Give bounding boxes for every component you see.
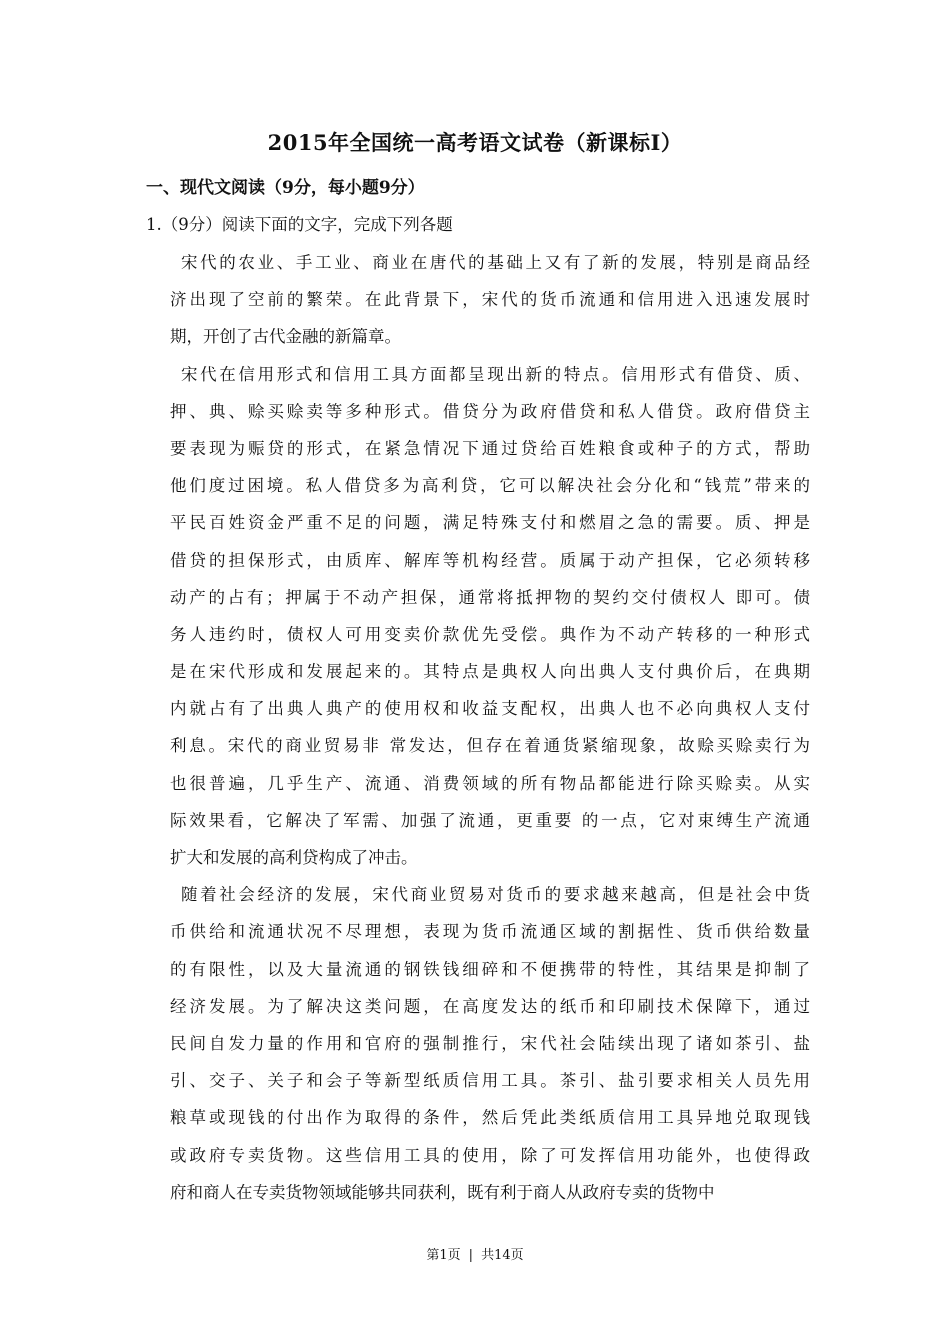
passage-line: 币供给和流通状况不尽理想，表现为货币流通区域的割据性、货币供给数量 bbox=[170, 922, 810, 942]
passage-line: 扩大和发展的高利贷构成了冲击。 bbox=[170, 848, 418, 867]
passage-line: 宋代的农业、手工业、商业在唐代的基础上又有了新的发展，特别是商品经 bbox=[181, 253, 810, 272]
footer-separator: | bbox=[468, 1248, 474, 1263]
passage-line: 经济发展。为了解决这类问题，在高度发达的纸币和印刷技术保障下，通过 bbox=[170, 996, 810, 1016]
passage-line: 引、交子、关子和会子等新型纸质信用工具。茶引、盐引要求相关人员先用 bbox=[170, 1071, 810, 1091]
passage-line: 济出现了空前的繁荣。在此背景下，宋代的货币流通和信用进入迅速发展时 bbox=[170, 290, 810, 310]
passage-line: 内就占有了出典人典产的使用权和收益支配权，出典人也不必向典权人支付 bbox=[170, 699, 810, 719]
passage-line: 要表现为赈贷的形式，在紧急情况下通过贷给百姓粮食或种子的方式，帮助 bbox=[170, 438, 810, 458]
passage-line: 务人违约时，债权人可用变卖价款优先受偿。典作为不动产转移的一种形式 bbox=[170, 624, 810, 644]
passage-line: 府和商人在专卖货物领域能够共同获利，既有利于商人从政府专卖的货物中 bbox=[170, 1182, 715, 1202]
passage-line: 借贷的担保形式，由质库、解库等机构经营。质属于动产担保，它必须转移 bbox=[170, 550, 810, 570]
passage-line: 也很普遍，几乎生产、流通、消费领域的所有物品都能进行除买赊卖。从实 bbox=[170, 773, 810, 793]
passage-line: 粮草或现钱的付出作为取得的条件，然后凭此类纸质信用工具异地兑取现钱 bbox=[170, 1108, 810, 1128]
passage-line: 随着社会经济的发展，宋代商业贸易对货币的要求越来越高，但是社会中货 bbox=[181, 885, 810, 905]
reading-passage bbox=[170, 244, 810, 1211]
passage-line: 期，开创了古代金融的新篇章。 bbox=[170, 327, 401, 347]
passage-line: 或政府专卖货物。这些信用工具的使用，除了可发挥信用功能外，也使得政 bbox=[170, 1145, 810, 1165]
page-title: 2015年全国统一高考语文试卷（新课标Ⅰ） bbox=[267, 130, 683, 155]
passage-line: 宋代在信用形式和信用工具方面都呈现出新的特点。信用形式有借贷、质、 bbox=[181, 364, 810, 384]
passage-line: 是在宋代形成和发展起来的。其特点是典权人向出典人支付典价后，在典期 bbox=[170, 662, 810, 682]
passage-line: 押、典、赊买赊卖等多种形式。借贷分为政府借贷和私人借贷。政府借贷主 bbox=[170, 401, 810, 421]
passage-line: 他们度过困境。私人借贷多为高利贷，它可以解决社会分化和“钱荒”带来的 bbox=[170, 476, 810, 496]
page-number: 第1页 bbox=[426, 1248, 461, 1263]
page-footer bbox=[0, 1244, 950, 1263]
passage-line: 际效果看，它解决了军需、加强了流通，更重要 的一点，它对束缚生产流通 bbox=[170, 810, 810, 830]
passage-line: 的有限性，以及大量流通的钢铁钱细碎和不便携带的特性，其结果是抑制了 bbox=[170, 959, 810, 979]
passage-line: 平民百姓资金严重不足的问题，满足特殊支付和燃眉之急的需要。质、押是 bbox=[170, 513, 810, 533]
passage-line: 动产的占有；押属于不动产担保，通常将抵押物的契约交付债权人 即可。债 bbox=[170, 587, 810, 607]
passage-line: 民间自发力量的作用和官府的强制推行，宋代社会陆续出现了诸如茶引、盐 bbox=[170, 1033, 810, 1053]
question-prompt: 1.（9分）阅读下面的文字，完成下列各题 bbox=[146, 215, 453, 234]
section-heading: 一、现代文阅读（9分，每小题9分） bbox=[146, 178, 425, 198]
page-total: 共14页 bbox=[481, 1248, 524, 1263]
passage-line: 利息。宋代的商业贸易非 常发达，但存在着通货紧缩现象，故赊买赊卖行为 bbox=[170, 736, 810, 756]
